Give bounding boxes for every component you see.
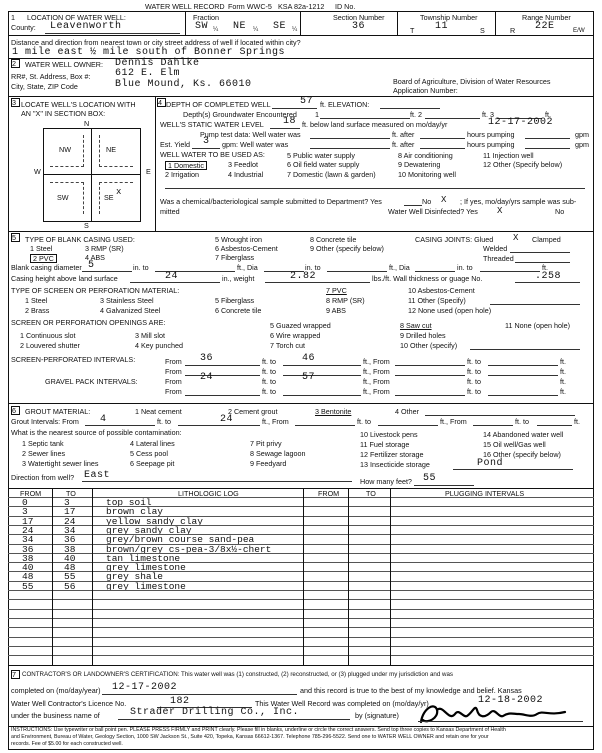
open-drilled[interactable]: 9 Drilled holes (400, 331, 446, 340)
signature (415, 700, 575, 728)
quadrant-se: SE (104, 193, 114, 202)
weight-tail: lbs./ft. Wall thickness or guage No. (372, 274, 483, 283)
diam-in-2: in. to (305, 263, 321, 272)
joints-clamped[interactable]: Clamped (532, 235, 561, 244)
instructions-1: INSTRUCTIONS: Use typewriter or ball point pen. PLEASE PRESS FIRMLY and PRINT clearly. Please fill in blanks, underline or circle the correct answers. Send top three copies to Kansas Department of Health (11, 727, 506, 733)
casing-title: TYPE OF BLANK CASING USED: (25, 235, 135, 244)
business-label: under the business name of (11, 711, 100, 720)
log-header-from-2: FROM (318, 489, 340, 498)
screen-abs[interactable]: 9 ABS (326, 306, 346, 315)
log-description-cell[interactable]: yellow sandy clay (106, 515, 203, 527)
fraction-2[interactable]: NE (233, 21, 247, 32)
open-key[interactable]: 4 Key punched (135, 341, 183, 350)
casing-other[interactable]: 9 Other (specify below) (310, 244, 384, 253)
county-value[interactable]: Leavenworth (50, 21, 122, 32)
open-louvered[interactable]: 2 Louvered shutter (20, 341, 80, 350)
diameter-label: Blank casing diameter (11, 263, 82, 272)
openings-title: SCREEN OR PERFORATION OPENINGS ARE: (11, 318, 166, 327)
log-to-cell[interactable]: 24 (64, 515, 76, 527)
use-dewatering[interactable]: 9 Dewatering (398, 160, 441, 169)
grout-ft-end: ft. (574, 417, 580, 426)
open-gauzed[interactable]: 5 Guazed wrapped (270, 321, 331, 330)
record-date[interactable]: 12-18-2002 (478, 695, 544, 706)
grav-ft-end-2: ft. (560, 387, 566, 396)
feet-value[interactable]: 55 (423, 473, 437, 484)
screen-brass[interactable]: 2 Brass (25, 306, 50, 315)
scr-from4-label: ft., From (363, 367, 390, 376)
screen-rmp[interactable]: 8 RMP (SR) (326, 296, 365, 305)
joints-threaded[interactable]: Threaded (483, 254, 514, 263)
log-description-cell[interactable]: grey sandy clay (106, 524, 192, 536)
grout-from-value[interactable]: 4 (100, 414, 107, 425)
use-monitoring[interactable]: 10 Monitoring well (398, 170, 456, 179)
use-feedlot[interactable]: 3 Feedlot (228, 160, 258, 169)
address-label: RR#, St. Address, Box #: (11, 72, 91, 81)
ksa-ref: KSA 82a-1212 (278, 2, 325, 11)
log-description-cell[interactable]: grey limestone (106, 562, 186, 574)
use-irrigation[interactable]: 2 Irrigation (165, 170, 199, 179)
owner-label: WATER WELL OWNER: (25, 60, 103, 69)
log-from-cell[interactable]: 34 (22, 534, 34, 546)
section-3-number: 3 (12, 98, 16, 107)
height-label: Casing height above land surface (11, 274, 118, 283)
scr-to-value[interactable]: 46 (302, 353, 316, 364)
form-title: WATER WELL RECORD (145, 2, 225, 11)
open-saw[interactable]: 8 Saw cut (400, 321, 432, 330)
log-from-cell[interactable]: 48 (22, 571, 34, 583)
quarter-mark: ¼ (292, 26, 298, 33)
contam-fuel[interactable]: 11 Fuel storage (360, 440, 410, 449)
casing-concrete[interactable]: 8 Concrete tile (310, 235, 357, 244)
log-description-cell[interactable]: grey shale (106, 571, 164, 583)
scr-from2-label: ft., From (363, 357, 390, 366)
diam-in-1: in. to (133, 263, 149, 272)
section-5-number: 5 (12, 233, 16, 242)
contamination-other-value[interactable]: Pond (477, 458, 504, 469)
contam-insecticide[interactable]: 13 Insecticide storage (360, 460, 430, 469)
yield-value[interactable]: 3 (203, 136, 210, 147)
contam-livestock[interactable]: 10 Livestock pens (360, 430, 418, 439)
open-none[interactable]: 11 None (open hole) (505, 321, 570, 330)
contam-oilgas[interactable]: 15 Oil well/Gas well (483, 440, 546, 449)
city-label: City, State, ZIP Code (11, 82, 78, 91)
fraction-3[interactable]: SE (273, 21, 287, 32)
grav-from2-label: ft., From (363, 377, 390, 386)
use-domestic[interactable]: 1 Domestic (165, 161, 207, 170)
log-description-cell[interactable]: top soil (106, 497, 152, 508)
height-value[interactable]: 24 (165, 271, 179, 282)
scr-from3-label: From (165, 367, 182, 376)
section-2-number: 2 (12, 59, 16, 68)
licence-label: Water Well Contractor's Licence No. (11, 699, 127, 708)
log-to-cell[interactable]: 38 (64, 543, 76, 555)
record-completed-label: This Water Well Record was completed on (mo/day/yr) (255, 699, 429, 708)
city-value[interactable]: Blue Mound, Ks. 66010 (115, 79, 252, 90)
certification-line-1: CONTRACTOR'S OR LANDOWNER'S CERTIFICATION: This water well was (1) constructed, (2) reconstructed, or (3) plugged under my jurisdiction and was (22, 671, 454, 678)
log-from-cell[interactable]: 17 (22, 515, 34, 527)
township-s: S (480, 26, 485, 35)
west-label: W (34, 167, 41, 176)
fraction-label: Fraction (193, 13, 219, 22)
locate-title: LOCATE WELL'S LOCATION WITH (21, 100, 136, 109)
casing-joints-label: CASING JOINTS: Glued (415, 235, 494, 244)
pump-gpm: gpm (575, 130, 589, 139)
use-oilfield[interactable]: 6 Oil field water supply (287, 160, 360, 169)
grout-bentonite[interactable]: 3 Bentonite (315, 407, 352, 416)
scr-to2-label: ft. to (467, 357, 481, 366)
grav-to2-label: ft. to (467, 377, 481, 386)
section-4-number: 4 (158, 98, 162, 107)
scr-ft-end-2: ft. (560, 367, 566, 376)
gravel-to-value[interactable]: 57 (302, 372, 316, 383)
height-weight-label: in., weight (222, 274, 255, 283)
grout-to-value[interactable]: 24 (220, 414, 234, 425)
contam-watertight[interactable]: 3 Watertight sewer lines (22, 459, 99, 468)
elevation-label: ft. ELEVATION: (320, 100, 370, 109)
north-label: N (84, 119, 90, 128)
section-number-value[interactable]: 36 (352, 21, 366, 32)
pump-test-label: Pump test data: Well water was (200, 130, 301, 139)
disinfected-mark[interactable]: X (497, 206, 503, 216)
diameter-value[interactable]: 5 (88, 260, 95, 271)
completed-label: completed on (mo/day/year) (11, 686, 101, 695)
location-title: LOCATION OF WATER WELL: (27, 13, 126, 22)
groundwater-label: Depth(s) Groundwater Encountered (183, 110, 297, 119)
log-to-cell[interactable]: 17 (64, 506, 76, 518)
grout-from2-label: ft., From (262, 417, 289, 426)
id-no-label: ID No. (335, 2, 356, 11)
grout-cement[interactable]: 2 Cement grout (228, 407, 278, 416)
scr-from-label: From (165, 357, 182, 366)
grout-other[interactable]: 4 Other (395, 407, 419, 416)
log-to-cell[interactable]: 56 (64, 580, 76, 592)
contam-cess[interactable]: 5 Cess pool (130, 449, 168, 458)
pump-after: ft. after (392, 130, 415, 139)
groundwater-ft: ft. (545, 110, 551, 119)
log-from-cell[interactable]: 0 (22, 497, 28, 508)
log-to-cell[interactable]: 40 (64, 552, 76, 564)
grout-from3-label: ft., From (440, 417, 467, 426)
log-description-cell[interactable]: tan limestone (106, 552, 181, 564)
contam-sewer[interactable]: 2 Sewer lines (22, 449, 66, 458)
grout-to-label: ft. to (157, 417, 171, 426)
quadrant-nw: NW (59, 145, 71, 154)
open-continuous[interactable]: 1 Continuous slot (20, 331, 76, 340)
log-header-plugging: PLUGGING INTERVALS (445, 489, 525, 498)
county-label: County: (11, 23, 36, 32)
log-from-cell[interactable]: 3 (22, 506, 28, 518)
contam-lagoon[interactable]: 8 Sewage lagoon (250, 449, 306, 458)
grav-from4-label: ft., From (363, 387, 390, 396)
static-level-tail: ft. below land surface measured on mo/day/yr (302, 120, 448, 129)
log-from-cell[interactable]: 36 (22, 543, 34, 555)
grout-intervals-label: Grout Intervals: From (11, 417, 79, 426)
completed-tail: and this record is true to the best of my knowledge and belief. Kansas (300, 686, 522, 695)
log-to-cell[interactable]: 48 (64, 562, 76, 574)
form-number: Form WWC-5 (228, 2, 272, 11)
address-value[interactable]: 612 E. Elm (115, 68, 181, 79)
contam-lateral[interactable]: 4 Lateral lines (130, 439, 175, 448)
log-description-cell[interactable]: grey/brown course sand-pea (106, 534, 255, 546)
screen-pvc[interactable]: 7 PVC (326, 286, 347, 295)
section-7-number: 7 (12, 670, 16, 679)
log-description-cell[interactable]: grey limestone (106, 580, 186, 592)
use-industrial[interactable]: 4 Industrial (228, 170, 264, 179)
screen-asbestos[interactable]: 10 Asbestos-Cement (408, 286, 475, 295)
log-to-cell[interactable]: 55 (64, 571, 76, 583)
use-injection[interactable]: 11 Injection well (483, 151, 534, 160)
scr-to3-label: ft. to (262, 367, 276, 376)
gravel-from-value[interactable]: 24 (200, 372, 214, 383)
contam-septic[interactable]: 1 Septic tank (22, 439, 64, 448)
range-label: Range Number (522, 13, 571, 22)
casing-abs[interactable]: 4 ABS (85, 253, 105, 262)
south-label: S (84, 221, 89, 230)
table-row (8, 655, 594, 665)
yield-gpm-2: gpm (575, 140, 589, 149)
distance-value[interactable]: 1 mile east ½ mile south of Bonner Springs (12, 47, 286, 58)
groundwater-2: ft. 2 (410, 110, 422, 119)
grav-to3-label: ft. to (262, 387, 276, 396)
application-number-label: Application Number: (393, 86, 458, 95)
township-value[interactable]: 11 (435, 21, 449, 32)
disinfected-no: No (555, 207, 565, 216)
yield-hours: hours pumping (467, 140, 515, 149)
log-header-lithologic: LITHOLOGIC LOG (178, 489, 239, 498)
grout-label: GROUT MATERIAL: (25, 407, 91, 416)
screen-galvanized[interactable]: 4 Galvanized Steel (100, 306, 161, 315)
contam-abandoned[interactable]: 14 Abandoned water well (483, 430, 564, 439)
grout-to3-label: ft. to (515, 417, 529, 426)
use-public[interactable]: 5 Public water supply (287, 151, 355, 160)
wall-value[interactable]: .258 (535, 271, 562, 282)
grav-to4-label: ft. to (467, 387, 481, 396)
chem-sample-label: Was a chemical/bacteriological sample submitted to Department? Yes (160, 197, 382, 206)
diam-in-3: in. to (457, 263, 473, 272)
contam-privy[interactable]: 7 Pit privy (250, 439, 282, 448)
log-to-cell[interactable]: 36 (64, 534, 76, 546)
yield-gpm: gpm: Well water was (222, 140, 289, 149)
log-description-cell[interactable]: brown clay (106, 506, 164, 518)
grout-neat[interactable]: 1 Neat cement (135, 407, 182, 416)
contam-feedyard[interactable]: 9 Feedyard (250, 459, 287, 468)
instructions-3: records. Fee of $5.00 for each constructed well. (11, 741, 123, 747)
disinfected-label: Water Well Disinfected? Yes (388, 207, 478, 216)
east-label: E (146, 167, 151, 176)
chem-tail: ; If yes, mo/day/yrs sample was sub- (460, 197, 577, 206)
screen-fiberglass[interactable]: 5 Fiberglass (215, 296, 255, 305)
scr-ft-end: ft. (560, 357, 566, 366)
section-number-label: Section Number (333, 13, 385, 22)
open-other[interactable]: 10 Other (specify) (400, 341, 458, 350)
contam-other[interactable]: 16 Other (specify below) (483, 450, 561, 459)
casing-steel[interactable]: 1 Steel (30, 244, 53, 253)
pump-hours: hours pumping (467, 130, 515, 139)
quadrant-ne: NE (106, 145, 116, 154)
instructions-2: and Environment, Bureau of Water, Geology Section, 1000 SW Jackson St., Suite 420, Topeka, Kansas 66612-1367. Telephone 785-296-5522. Send one to WATER WELL OWNER and retain one for your (11, 734, 489, 740)
screen-stainless[interactable]: 3 Stainless Steel (100, 296, 154, 305)
screen-title: TYPE OF SCREEN OR PERFORATION MATERIAL: (11, 286, 180, 295)
screen-other[interactable]: 11 Other (Specify) (408, 296, 466, 305)
yield-label: Est. Yield (160, 140, 190, 149)
log-from-cell[interactable]: 38 (22, 552, 34, 564)
log-from-cell[interactable]: 24 (22, 524, 34, 536)
groundwater-1: 1 (315, 110, 319, 119)
section-1-number: 1 (11, 13, 15, 22)
log-description-cell[interactable]: brown/grey cs-pea-3/8x½-chert (106, 543, 272, 555)
water-use-label: WELL WATER TO BE USED AS: (160, 150, 265, 159)
use-air[interactable]: 8 Air conditioning (398, 151, 453, 160)
contam-seepage[interactable]: 6 Seepage pit (130, 459, 175, 468)
location-x-mark: x (116, 187, 122, 197)
range-r: R (510, 26, 516, 35)
contam-fertilizer[interactable]: 12 Fertilizer storage (360, 450, 424, 459)
diam-ft-1: ft., Dia (237, 263, 258, 272)
quarter-mark: ¼ (253, 26, 259, 33)
township-t: T (410, 26, 415, 35)
log-from-cell[interactable]: 55 (22, 580, 34, 592)
use-other[interactable]: 12 Other (Specify below) (483, 160, 563, 169)
casing-rmp[interactable]: 3 RMP (SR) (85, 244, 124, 253)
locate-title-2: AN "X" IN SECTION BOX: (21, 109, 106, 118)
casing-pvc[interactable]: 2 PVC (30, 254, 57, 263)
diam-ft-3: ft. (542, 263, 548, 272)
screen-concrete[interactable]: 6 Concrete tile (215, 306, 262, 315)
scr-to-label: ft. to (262, 357, 276, 366)
owner-value[interactable]: Dennis Dahlke (115, 58, 200, 69)
licence-value[interactable]: 182 (170, 696, 190, 707)
gravel-label: GRAVEL PACK INTERVALS: (45, 377, 138, 386)
open-torch[interactable]: 7 Torch cut (270, 341, 306, 350)
fraction-1[interactable]: SW (195, 21, 209, 32)
completed-date[interactable]: 12-17-2002 (112, 682, 178, 693)
business-value[interactable]: Strader Drilling Co., Inc. (130, 707, 300, 718)
use-lawn[interactable]: 7 Domestic (lawn & garden) (287, 170, 376, 179)
log-to-cell[interactable]: 3 (64, 497, 70, 508)
static-level-label: WELL'S STATIC WATER LEVEL (160, 120, 264, 129)
groundwater-3: ft. 3 (482, 110, 494, 119)
log-from-cell[interactable]: 40 (22, 562, 34, 574)
casing-fiberglass[interactable]: 7 Fiberglass (215, 253, 255, 262)
log-to-cell[interactable]: 34 (64, 524, 76, 536)
grav-from-label: From (165, 377, 182, 386)
depth-label: DEPTH OF COMPLETED WELL (166, 100, 271, 109)
board-label: Board of Agriculture, Division of Water Resources (393, 77, 551, 86)
open-mill[interactable]: 3 Mill slot (135, 331, 165, 340)
weight-value[interactable]: 2.82 (290, 271, 317, 282)
screen-none[interactable]: 12 None used (open hole) (408, 306, 492, 315)
township-label: Township Number (420, 13, 478, 22)
quarter-mark: ¼ (213, 26, 219, 33)
direction-label: Direction from well? (11, 473, 75, 482)
static-level-value[interactable]: 18 (283, 116, 297, 127)
scr-to4-label: ft. to (467, 367, 481, 376)
log-header-to-2: TO (366, 489, 376, 498)
joints-glued-mark[interactable]: X (513, 233, 519, 243)
casing-asbestos[interactable]: 6 Asbestos-Cement (215, 244, 278, 253)
open-wire[interactable]: 6 Wire wrapped (270, 331, 321, 340)
diam-ft-2: ft., Dia (389, 263, 410, 272)
grav-from3-label: From (165, 387, 182, 396)
section-6-number: 6 (12, 406, 16, 415)
yield-after: ft. after (392, 140, 415, 149)
direction-value[interactable]: East (84, 470, 111, 481)
chem-mitted: mitted (160, 207, 180, 216)
feet-label: How many feet? (360, 477, 412, 486)
screen-intervals-label: SCREEN-PERFORATED INTERVALS: (11, 355, 136, 364)
chem-no-mark[interactable]: X (441, 195, 447, 205)
range-value[interactable]: 22E (535, 21, 555, 32)
depth-value[interactable]: 57 (300, 96, 314, 107)
log-header-from: FROM (20, 489, 42, 498)
scr-from-value[interactable]: 36 (200, 353, 214, 364)
distance-label: Distance and direction from nearest town or city street address of well if located within city? (11, 38, 301, 47)
casing-wrought[interactable]: 5 Wrought iron (215, 235, 263, 244)
quadrant-sw: SW (57, 193, 69, 202)
contamination-label: What is the nearest source of possible contamination: (11, 428, 182, 437)
signature-label: by (signature) (355, 711, 399, 720)
screen-steel[interactable]: 1 Steel (25, 296, 48, 305)
grout-to2-label: ft. to (357, 417, 371, 426)
range-ew: E/W (573, 27, 585, 34)
grav-ft-end: ft. (560, 377, 566, 386)
grav-to-label: ft. to (262, 377, 276, 386)
chem-no-label: No (422, 197, 432, 206)
static-level-date[interactable]: 12-17-2002 (488, 117, 554, 128)
joints-welded[interactable]: Welded (483, 244, 508, 253)
log-header-to: TO (66, 489, 76, 498)
